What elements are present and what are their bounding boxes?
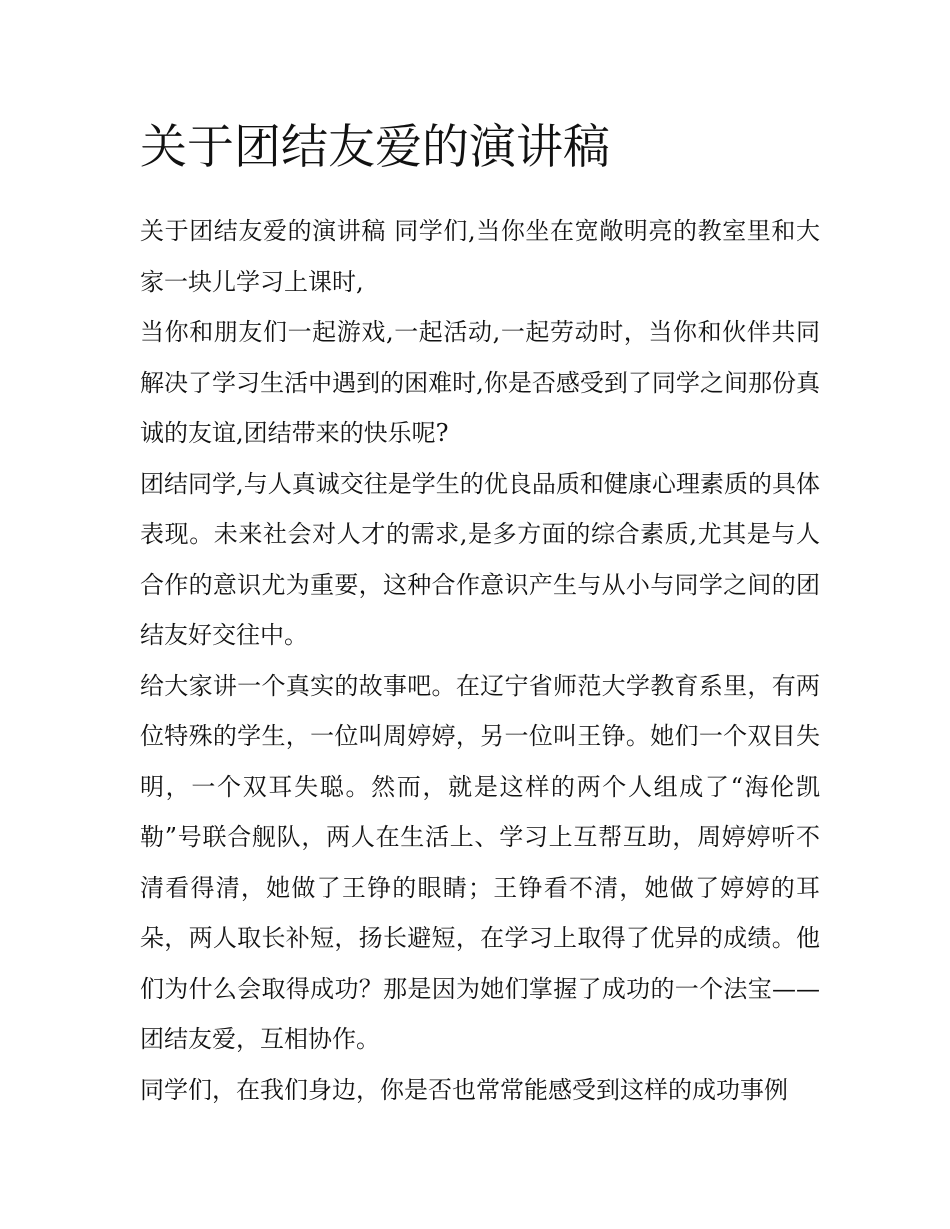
paragraph-5: 同学们，在我们身边，你是否也常常能感受到这样的成功事例 bbox=[140, 1075, 788, 1104]
document-body bbox=[140, 116, 820, 1115]
paragraph-4: 给大家讲一个真实的故事吧。在辽宁省师范大学教育系里，有两位特殊的学生，一位叫周婷婷，另一位叫王铮。她们一个双目失明，一个双耳失聪。然而，就是这样的两个人组成了“海伦凯勒”号联合舰队，两人在生活上、学习上互帮互助，周婷婷听不清看得清，她做了王铮的眼睛；王铮看不清，她做了婷婷的耳朵，两人取长补短，扬长避短，在学习上取得了优异的成绩。他们为什么会取得成功？那是因为她们掌握了成功的一个法宝——团结友爱，互相协作。 bbox=[140, 671, 820, 1053]
document-title: 关于团结友爱的演讲稿 bbox=[140, 120, 610, 175]
paragraph-2: 当你和朋友们一起游戏,一起活动,一起劳动时，当你和伙伴共同解决了学习生活中遇到的困难时,你是否感受到了同学之间那份真诚的友谊,团结带来的快乐呢? bbox=[140, 318, 820, 447]
paragraph-3: 团结同学,与人真诚交往是学生的优良品质和健康心理素质的具体表现。未来社会对人才的需求,是多方面的综合素质,尤其是与人合作的意识尤为重要，这种合作意识产生与从小与同学之间的团结友好交往中。 bbox=[140, 469, 820, 649]
paragraph-1: 关于团结友爱的演讲稿 同学们,当你坐在宽敞明亮的教室里和大家一块儿学习上课时, bbox=[140, 217, 820, 296]
